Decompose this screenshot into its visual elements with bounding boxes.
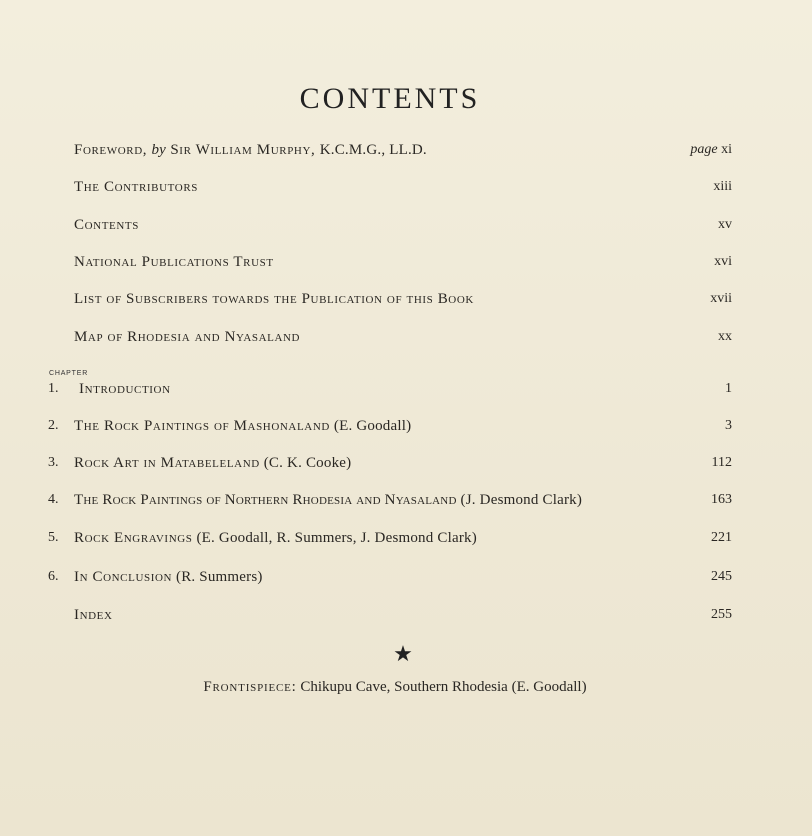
frontispiece-text: Chikupu Cave, Southern Rhodesia (E. Goodall) <box>296 679 587 695</box>
toc-entry-trust[interactable] <box>0 254 812 278</box>
chapter-number: 1. <box>48 381 59 396</box>
toc-entry-map[interactable] <box>0 329 812 353</box>
chapter-heading: CHAPTER <box>49 370 89 377</box>
toc-entry-label: The Contributors <box>74 179 198 195</box>
page-title: CONTENTS <box>299 82 481 115</box>
toc-entry-page: 112 <box>711 455 732 470</box>
toc-entry-subscribers[interactable] <box>0 291 812 315</box>
chapter-number: 3. <box>48 455 59 470</box>
toc-chapter-1[interactable] <box>0 381 812 405</box>
toc-entry-page: xx <box>718 329 732 344</box>
toc-entry-contents[interactable] <box>0 217 812 241</box>
toc-entry-page: xiii <box>713 179 732 194</box>
toc-entry-label: Rock Art in Matabeleland (C. K. Cooke) <box>74 455 352 471</box>
toc-chapter-5[interactable] <box>0 530 812 554</box>
toc-entry-label: Foreword, by Sir William Murphy, K.C.M.G., LL.D. <box>74 142 427 158</box>
toc-entry-page: 221 <box>711 530 732 545</box>
toc-entry-label: Contents <box>74 217 139 233</box>
toc-chapter-4[interactable] <box>0 492 812 516</box>
toc-entry-page: 255 <box>711 607 732 622</box>
chapter-number: 4. <box>48 492 59 507</box>
toc-entry-label: Map of Rhodesia and Nyasaland <box>74 329 301 345</box>
toc-entry-page: 245 <box>711 569 732 584</box>
toc-entry-label: Index <box>74 607 113 623</box>
toc-entry-page: 1 <box>725 381 732 396</box>
toc-entry-label: Introduction <box>79 381 171 397</box>
frontispiece-label: Frontispiece: <box>203 679 297 695</box>
toc-entry-page: xv <box>718 217 732 232</box>
toc-entry-label: The Rock Paintings of Mashonaland (E. Goodall) <box>74 418 412 434</box>
frontispiece-note <box>0 679 790 696</box>
toc-entry-label: List of Subscribers towards the Publication of this Book <box>74 291 474 307</box>
toc-entry-contributors[interactable] <box>0 179 812 203</box>
toc-entry-page: 3 <box>725 418 732 433</box>
toc-entry-label: Rock Engravings (E. Goodall, R. Summers, J. Desmond Clark) <box>74 530 477 546</box>
chapter-number: 2. <box>48 418 59 433</box>
toc-chapter-2[interactable] <box>0 418 812 442</box>
toc-chapter-3[interactable] <box>0 455 812 479</box>
toc-entry-page: xvii <box>710 291 732 306</box>
toc-entry-label: National Publications Trust <box>74 254 274 270</box>
chapter-number: 6. <box>48 569 59 584</box>
star-ornament-icon: ★ <box>393 642 413 667</box>
toc-entry-index[interactable] <box>0 607 812 631</box>
toc-entry-foreword[interactable] <box>0 142 812 166</box>
toc-entry-page: page xi <box>690 142 732 157</box>
chapter-number: 5. <box>48 530 59 545</box>
toc-entry-page: xvi <box>714 254 732 269</box>
toc-chapter-6[interactable] <box>0 569 812 593</box>
toc-entry-label: In Conclusion (R. Summers) <box>74 569 263 585</box>
toc-entry-label: The Rock Paintings of Northern Rhodesia and Nyasaland (J. Desmond Clark) <box>74 492 583 508</box>
toc-entry-page: 163 <box>711 492 732 507</box>
